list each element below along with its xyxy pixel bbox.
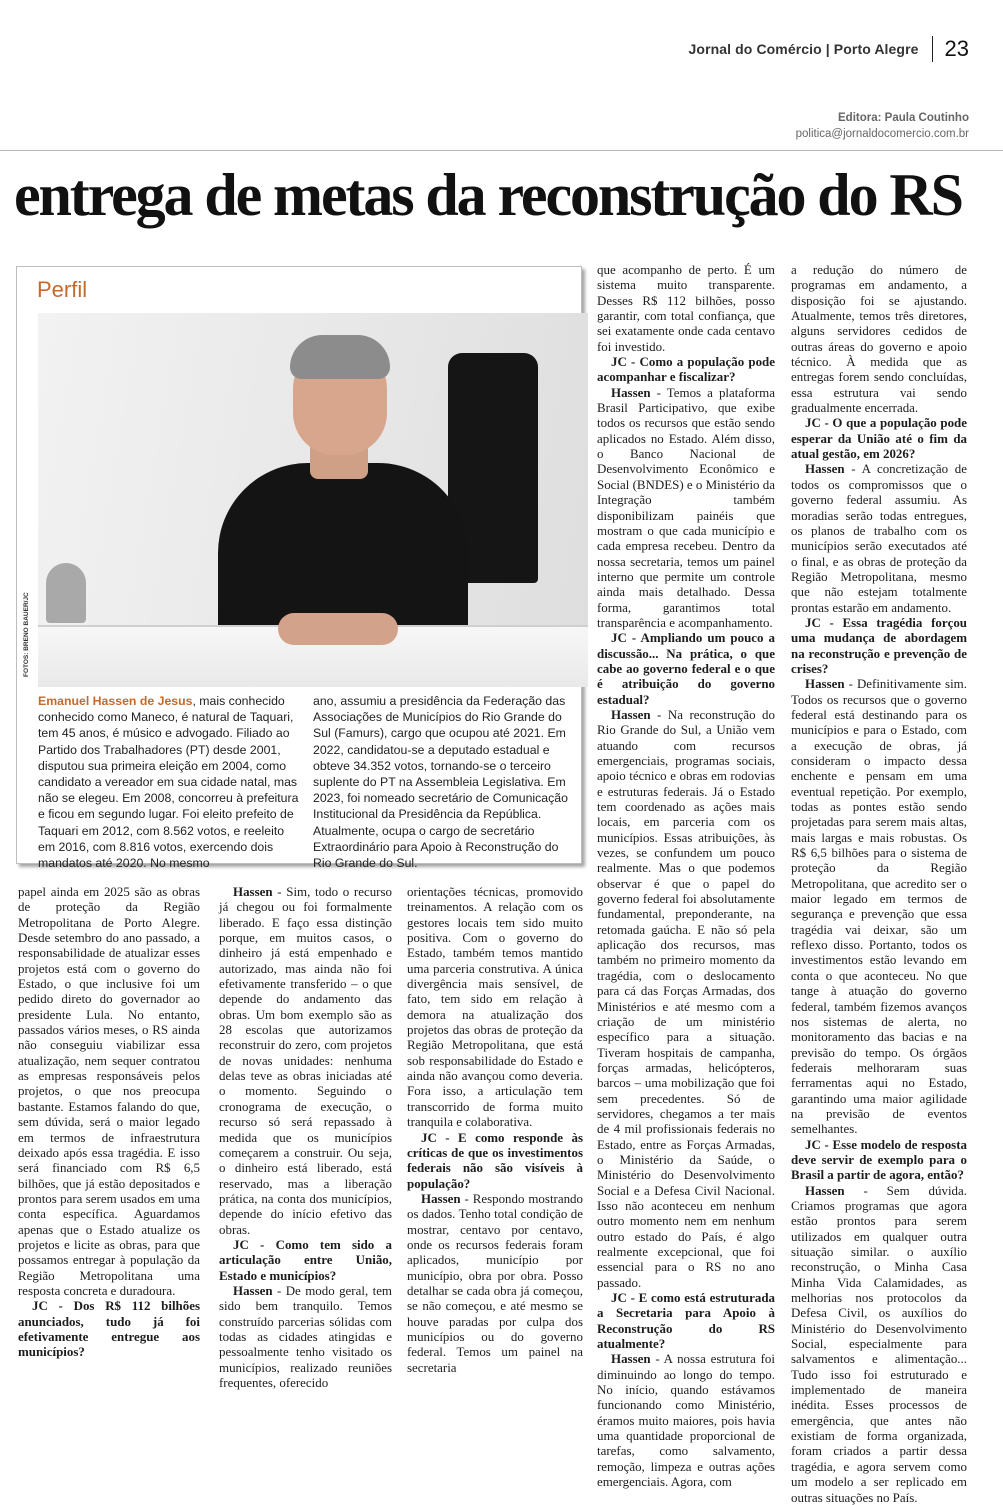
article-column-2 bbox=[219, 884, 392, 1390]
header-divider bbox=[932, 36, 933, 62]
interview-question: JC - Esse modelo de resposta deve servir de exemplo para o Brasil a partir de agora, então? bbox=[791, 1136, 967, 1183]
interview-question: JC - E como responde às críticas de que os investimentos federais não são visíveis à população? bbox=[407, 1129, 583, 1191]
interview-answer: Hassen - A nossa estrutura foi diminuindo ao longo do tempo. No início, quando estávamos funcionando como Ministério, éramos muito maiores, pois havia uma quantidade proporcional de tarefas, como salvamento, remoção, limpeza e outras ações emergenciais. Agora, com bbox=[597, 1351, 775, 1490]
profile-box bbox=[16, 266, 582, 871]
profile-photo bbox=[38, 313, 588, 687]
interview-answer: Hassen - Respondo mostrando os dados. Tenho total condição de mostrar, centavo por centavo, onde os recursos federais foram aplicados, município por município, obra por obra. Posso detalhar se cada obra já começou, se não começou, e até mesmo se houve paradas por culpa dos municípios ou do governo federal. Temos um painel na secretaria bbox=[407, 1190, 583, 1375]
editor-email: politica@jornaldocomercio.com.br bbox=[795, 128, 969, 140]
publication-name: Jornal do Comércio | Porto Alegre bbox=[688, 41, 919, 57]
interview-answer: Hassen - De modo geral, tem sido bem tranquilo. Temos construído parcerias sólidas com todas as cidades atingidas e pessoalmente tenho visitado os municípios, realizado reuniões frequentes, oferecido bbox=[219, 1282, 392, 1390]
page-number: 23 bbox=[944, 36, 969, 61]
profile-label: Perfil bbox=[37, 277, 88, 302]
article-column-5: a redução do número de programas em andamento, a disposição foi se ajustando. Atualmente, temos três diretores, alguns servidores cedidos de outras áreas do governo e apoio técnico. À medida que as entregas forem sendo concluídas, essa estrutura vai sendo gradualmente encerrada. JC - O que a população pode esperar da União até o fim da atual gestão, em 2026? Hassen - A concretização de todos os compromissos que o governo federal assumiu. As moradias serão todas entregues, os planos de trabalho com os municípios serão executados até o final, e as obras de proteção da Região Metropolitana, mesmo que não estejam totalmente prontas estarão em andamento. JC - Essa tragédia forçou uma mudança de abordagem na reconstrução e prevenção de crises? Hassen - Definitivamente sim. Todos os recursos que o governo federal está destinando para os municípios e para o Estado, com a execução de obras, já consideram o impacto dessa enchente e pensam em uma eventual repetição. Por exemplo, todas as pontes estão sendo projetadas para serem mais altas, mais largas e mais robustas. Os R$ 6,5 bilhões para o sistema de proteção da Região Metropolitana, que acredito ser o maior legado em termos de segurança e prevenção que essa tragédia vai deixar, são um reflexo disso. Portanto, todos os investimentos estão levando em conta o que aconteceu. No que tange à atuação do governo federal, também fizemos avanços nos sistemas de alerta, no monitoramento das bacias e na previsão do tempo. Os órgãos federais melhoraram suas ferramentas aqui no Estado, garantindo uma maior agilidade na previsão de eventos semelhantes. JC - Esse modelo de resposta deve servir de exemplo para o Brasil a partir de agora, então? Hassen - Sem dúvida. Criamos programas que agora estão prontos para serem utilizados em qualquer outra situação similar. o auxílio reconstrução, o Minha Casa Minha Vida Calamidades, as melhorias nos protocolos da Defesa Civil, os auxílios do Ministério do Desenvolvimento Social, especialmente para salvamentos e alimentação... Tudo isso foi estruturado e implementado de maneira inédita. Esses processos de emergência, que antes não existiam de forma organizada, foram criados a partir dessa tragédia, e agora servem como um modelo a ser replicado em outras situações no País. bbox=[791, 262, 967, 1505]
article-column-3: orientações técnicas, promovido treinamentos. A relação com os gestores locais tem sido muito positiva. Com o governo do Estado, também temos mantido uma parceria construtiva. A única divergência mais sensível, de fato, tem sido em relação à demora na atualização dos projetos das obras de proteção da Região Metropolitana, que está sob responsabilidade do Estado e ainda não avançou como deveria. Fora isso, a articulação tem transcorrido de forma muito tranquila e colaborativa. JC - E como responde às críticas de que os investimentos federais não são visíveis à população? Hassen - Respondo mostrando os dados. Tenho total condição de mostrar, centavo por centavo, onde os recursos federais foram aplicados, município por município, obra por obra. Posso detalhar se cada obra já começou, se não começou, e até mesmo se houve paradas por culpa dos municípios ou do governo federal. Temos um painel na secretaria bbox=[407, 884, 583, 1375]
editor-name: Editora: Paula Coutinho bbox=[838, 112, 969, 124]
interview-question: JC - E como está estruturada a Secretaria para Apoio à Reconstrução do RS atualmente? bbox=[597, 1290, 775, 1352]
editor-info bbox=[796, 110, 969, 142]
hands-shape bbox=[278, 613, 398, 645]
interview-answer: Hassen - Definitivamente sim. Todos os recursos que o governo federal está destinando para os municípios e para o Estado, com a execução de obras, já consideram o impacto dessa enchente e pensam em uma eventual repetição. Por exemplo, todas as pontes estão sendo projetadas para serem mais altas, mais largas e mais robustas. Os R$ 6,5 bilhões para o sistema de proteção da Região Metropolitana, que acredito ser o maior legado em termos de segurança e prevenção que essa tragédia vai deixar, são um reflexo disso. Portanto, todos os investimentos estão levando em conta o que aconteceu. No que tange à atuação do governo federal, também fizemos avanços nos sistemas de alerta, no monitoramento das bacias e na previsão do tempo. Os órgãos federais melhoraram suas ferramentas aqui no Estado, garantindo uma maior agilidade na previsão de eventos semelhantes. bbox=[791, 676, 967, 1137]
profile-name: Emanuel Hassen de Jesus bbox=[38, 694, 193, 708]
interview-answer: Hassen - Sem dúvida. Criamos programas que agora estão prontos para serem utilizados em qualquer outra situação similar. o auxílio reconstrução, o Minha Casa Minha Vida Calamidades, as melhorias nos protocolos da Defesa Civil, os auxílios do Ministério do Desenvolvimento Social, especialmente para salvamentos e alimentação... Tudo isso foi estruturado e implementado de maneira inédita. Esses processos de emergência, que antes não existiam de forma organizada, foram criados a partir dessa tragédia, e agora servem como um modelo a ser replicado em outras situações no País. bbox=[791, 1182, 967, 1505]
interview-answer: Hassen - Sim, todo o recurso já chegou ou foi formalmente liberado. E faço essa distinção porque, em muitos casos, o dinheiro já está empenhado e autorizado, mas ainda não foi efetivamente transferido – o que depende do andamento das obras. Um bom exemplo são as 28 escolas que autorizamos reconstruir do zero, com projetos de novas unidades: nenhuma delas teve as obras iniciadas até o momento. Seguindo o cronograma de execução, o recurso só será repassado à medida que os municípios começarem a construir. Ou seja, o dinheiro está liberado, está reservado, mas a liberação prática, na conta dos municípios, depende do início efetivo das obras. bbox=[219, 884, 392, 1237]
interview-question: JC - O que a população pode esperar da União até o fim da atual gestão, em 2026? bbox=[791, 415, 967, 462]
photo-credit: FOTOS: BRENO BAUER/JC bbox=[23, 592, 30, 677]
interview-question: JC - Como a população pode acompanhar e fiscalizar? bbox=[597, 354, 775, 385]
header-rule bbox=[0, 150, 1003, 151]
interview-answer: Hassen - A concretização de todos os compromissos que o governo federal assumiu. As moradias serão todas entregues, os planos de trabalho com os municípios serão executados até o final, e as obras de proteção da Região Metropolitana, mesmo que não estejam totalmente prontas estarão em andamento. bbox=[791, 461, 967, 615]
plant-shape bbox=[46, 563, 86, 623]
interview-answer: Hassen - Na reconstrução do Rio Grande do Sul, a União vem atuando com recursos emergenciais, programas sociais, apoio técnico e obras em rodovias e estruturas federais. Já o Estado tem coordenado as ações mais locais, em parceria com os municípios. Essas atribuições, às vezes, se confundem um pouco realmente. Mas o que podemos observar é que o papel do governo federal foi absolutamente fundamental, preponderante, na retomada gaúcha. E não só pela aplicação dos recursos, mas também no primeiro momento da tragédia, com o deslocamento para cá das Forças Armadas, dos Ministérios e até mesmo com a criação de um ministério específico para a situação. Tiveram hospitais de campanha, forças armadas, helicópteros, barcos – uma mobilização que foi sem precedentes. Só de servidores, chegamos a ter mais de 4 mil profissionais federais no Estado, entre as Forças Armadas, o Ministério da Saúde, o Ministério do Desenvolvimento Social e a Defesa Civil Nacional. Isso não aconteceu em nenhum outro momento nem em nenhum outro estado do País, é algo realmente excepcional, que foi essencial para o RS no ano passado. bbox=[597, 706, 775, 1290]
interview-question: JC - Ampliando um pouco a discussão... Na prática, o que cabe ao governo federal e o que é atribuição do governo estadual? bbox=[597, 630, 775, 707]
interview-question: JC - Como tem sido a articulação entre União, Estado e municípios? bbox=[219, 1236, 392, 1283]
profile-text-col2: ano, assumiu a presidência da Federação das Associações de Municípios do Rio Grande do Sul (Famurs), cargo que ocupou até 2021. Em 2022, candidatou-se a deputado estadual e obteve 34.352 votos, tornando-se o terceiro suplente do PT na Assembleia Legislativa. Em 2023, foi nomeado secretário de Comunicação Institucional da Presidência da República. Atualmente, ocupa o cargo de secretário Extraordinário para Apoio à Reconstrução do Rio Grande do Sul. bbox=[313, 694, 568, 871]
interview-question: JC - Dos R$ 112 bilhões anunciados, tudo já foi efetivamente entregue aos municípios? bbox=[18, 1298, 200, 1360]
article-column-4: que acompanho de perto. É um sistema muito transparente. Desses R$ 112 bilhões, posso garantir, com total confiança, que sei exatamente onde cada centavo foi investido. JC - Como a população pode acompanhar e fiscalizar? Hassen - Temos a plataforma Brasil Participativo, que exibe todos os recursos que estão sendo aplicados no Estado. Além disso, o Banco Nacional de Desenvolvimento Econômico e Social (BNDES) e o Ministério da Integração também disponibilizam painéis que mostram o que cada município e cada empresa recebeu. Dentro da nossa secretaria, temos um painel interno que permite um controle ainda mais detalhado. Dessa forma, garantimos total transparência e acompanhamento. JC - Ampliando um pouco a discussão... Na prática, o que cabe ao governo federal e o que é atribuição do governo estadual? Hassen - Na reconstrução do Rio Grande do Sul, a União vem atuando com recursos emergenciais, programas sociais, apoio técnico e obras em rodovias e estruturas federais. Já o Estado tem coordenado as ações mais locais, em parceria com os municípios. Essas atribuições, às vezes, se confundem um pouco realmente. Mas o que podemos observar é que o papel do governo federal foi absolutamente fundamental, preponderante, na retomada gaúcha. E não só pela aplicação dos recursos, mas também no primeiro momento da tragédia, com o deslocamento para cá das Forças Armadas, dos Ministérios e até mesmo com a criação de um ministério específico para a situação. Tiveram hospitais de campanha, forças armadas, helicópteros, barcos – uma mobilização que foi sem precedentes. Só de servidores, chegamos a ter mais de 4 mil profissionais federais no Estado, entre as Forças Armadas, o Ministério da Saúde, o Ministério do Desenvolvimento Social e a Defesa Civil Nacional. Isso não aconteceu em nenhum outro momento nem em nenhum outro estado do País, é algo realmente excepcional, que foi essencial para o RS no ano passado. JC - E como está estruturada a Secretaria para Apoio à Reconstrução do RS atualmente? Hassen - A nossa estrutura foi diminuindo ao longo do tempo. No início, quando estávamos funcionando como Ministério, éramos muito maiores, pois havia uma quantidade proporcional de tarefas, como salvamento, remoção, limpeza e outras ações emergenciais. Agora, com bbox=[597, 262, 775, 1490]
profile-text-col1: Emanuel Hassen de Jesus, mais conhecido conhecido como Maneco, é natural de Taquari, tem 45 anos, é músico e advogado. Filiado ao Partido dos Trabalhadores (PT) desde 2001, disputou sua primeira eleição em 2004, como candidato a vereador em sua cidade natal, mas não se elegeu. Em 2008, concorreu à prefeitura e ficou em segundo lugar. Foi eleito prefeito de Taquari em 2012, com 8.562 votos, e reeleito em 2016, com 8.816 votos, exercendo dois mandatos até 2020. No mesmo bbox=[38, 694, 299, 871]
page-header bbox=[689, 36, 969, 62]
headline: entrega de metas da reconstrução do RS bbox=[14, 162, 962, 228]
article-column-1: papel ainda em 2025 são as obras de proteção da Região Metropolitana de Porto Alegre. Desde setembro do ano passado, a responsabilidade de atualizar esses projetos está com o governo do Estado, o que inclusive foi um pedido direto do governador ao presidente Lula. No entanto, passados vários meses, o RS ainda não conseguiu viabilizar essa atualização, nem sequer contratou as empresas responsáveis pelos projetos, o que nos preocupa bastante. Estamos falando do que, sem dúvida, será o maior legado em termos de infraestrutura deixado após essa tragédia. E isso será financiado com R$ 6,5 bilhões, que já estão depositados e prontos para serem usados em uma conta específica. Aguardamos apenas que o Estado atualize os projetos e licite as obras, para que possamos entregar à população da Região Metropolitana uma resposta concreta e duradoura. JC - Dos R$ 112 bilhões anunciados, tudo já foi efetivamente entregue aos municípios? bbox=[18, 884, 200, 1360]
interview-question: JC - Essa tragédia forçou uma mudança de abordagem na reconstrução e prevenção de crises? bbox=[791, 614, 967, 676]
interview-answer: Hassen - Temos a plataforma Brasil Participativo, que exibe todos os recursos que estão sendo aplicados no Estado. Além disso, o Banco Nacional de Desenvolvimento Econômico e Social (BNDES) e o Ministério da Integração também disponibilizam painéis que mostram o que cada município e cada empresa recebeu. Dentro da nossa secretaria, temos um painel interno que permite um controle ainda mais detalhado. Dessa forma, garantimos total transparência e acompanhamento. bbox=[597, 384, 775, 630]
